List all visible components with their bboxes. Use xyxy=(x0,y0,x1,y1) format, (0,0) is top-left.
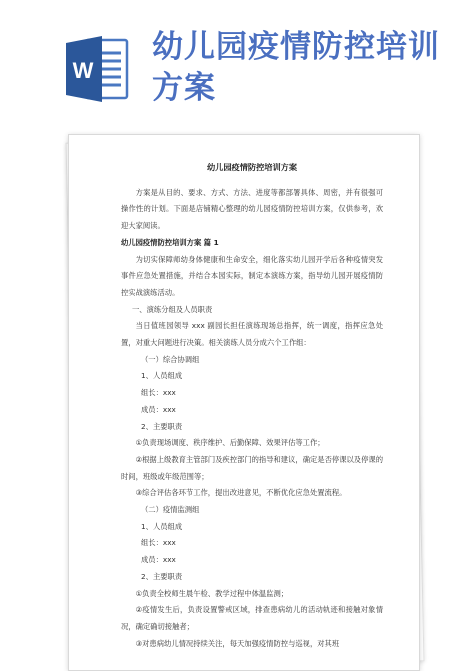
g2-members-heading: 1、人员组成 xyxy=(141,521,183,531)
g1-member: 成员：xxx xyxy=(141,404,176,414)
page-header xyxy=(0,0,474,120)
purpose-paragraph: 为切实保障师幼身体健康和生命安全，细化落实幼儿园开学后各种疫情突发事件应急处置措施，并结合本园实际，制定本演练方案，指导幼儿园开展疫情防控实战演练活动。 xyxy=(121,254,383,297)
g1-duty-1: ①负责现场调度、秩序维护、后勤保障、效果评估等工作； xyxy=(135,438,325,448)
word-logo-letter: W xyxy=(72,58,94,83)
s1-paragraph: 当日值班园领导 xxx 副园长担任演练现场总指挥，统一调度，指挥应急处置，对重大问题进行决策。相关演练人员分成六个工作组： xyxy=(121,321,383,348)
g2-duties-heading: 2、主要职责 xyxy=(141,571,183,581)
g2-heading: （二）疫情监测组 xyxy=(141,505,200,515)
document-title: 幼儿园疫情防控培训方案 xyxy=(206,162,298,172)
g1-duties-heading: 2、主要职责 xyxy=(141,421,183,431)
section-heading: 幼儿园疫情防控培训方案 篇 1 xyxy=(121,237,219,247)
page-title: 幼儿园疫情防控培训方案 xyxy=(152,29,440,106)
document-body xyxy=(121,159,383,652)
g1-duty-2: ②根据上级教育主管部门及疾控部门的指导和建议，确定是否停课以及停课的时间，班级或年级范围等； xyxy=(121,454,383,481)
word-document-icon xyxy=(64,34,130,104)
g1-heading: （一）综合协调组 xyxy=(141,354,200,364)
g2-duty-1: ①负责全校师生晨午检、教学过程中体温监测； xyxy=(135,588,289,598)
g1-duty-3: ③综合评估各环节工作，提出改进意见，不断优化应急处置流程。 xyxy=(135,488,347,498)
document-page xyxy=(68,134,420,671)
s1-heading: 一、演练分组及人员职责 xyxy=(132,304,213,314)
g2-duty-2: ②疫情发生后，负责设置警戒区域，排查患病幼儿的活动轨迹和接触对象情况，确定确切接触者； xyxy=(121,605,383,631)
g1-leader: 组长：xxx xyxy=(141,388,176,398)
g2-duty-3: ③对患病幼儿情况持续关注，每天加强疫情防控与巡视，对其班 xyxy=(135,638,340,648)
intro-paragraph: 方案是从目的、要求、方式、方法、进度等都部署具体、周密，并有很强可操作性的计划。下面是店铺精心整理的幼儿园疫情防控培训方案，仅供参考，欢迎大家阅读。 xyxy=(121,187,383,231)
g2-leader: 组长：xxx xyxy=(141,538,176,548)
g1-members-heading: 1、人员组成 xyxy=(141,371,183,381)
g2-member: 成员：xxx xyxy=(141,555,176,565)
